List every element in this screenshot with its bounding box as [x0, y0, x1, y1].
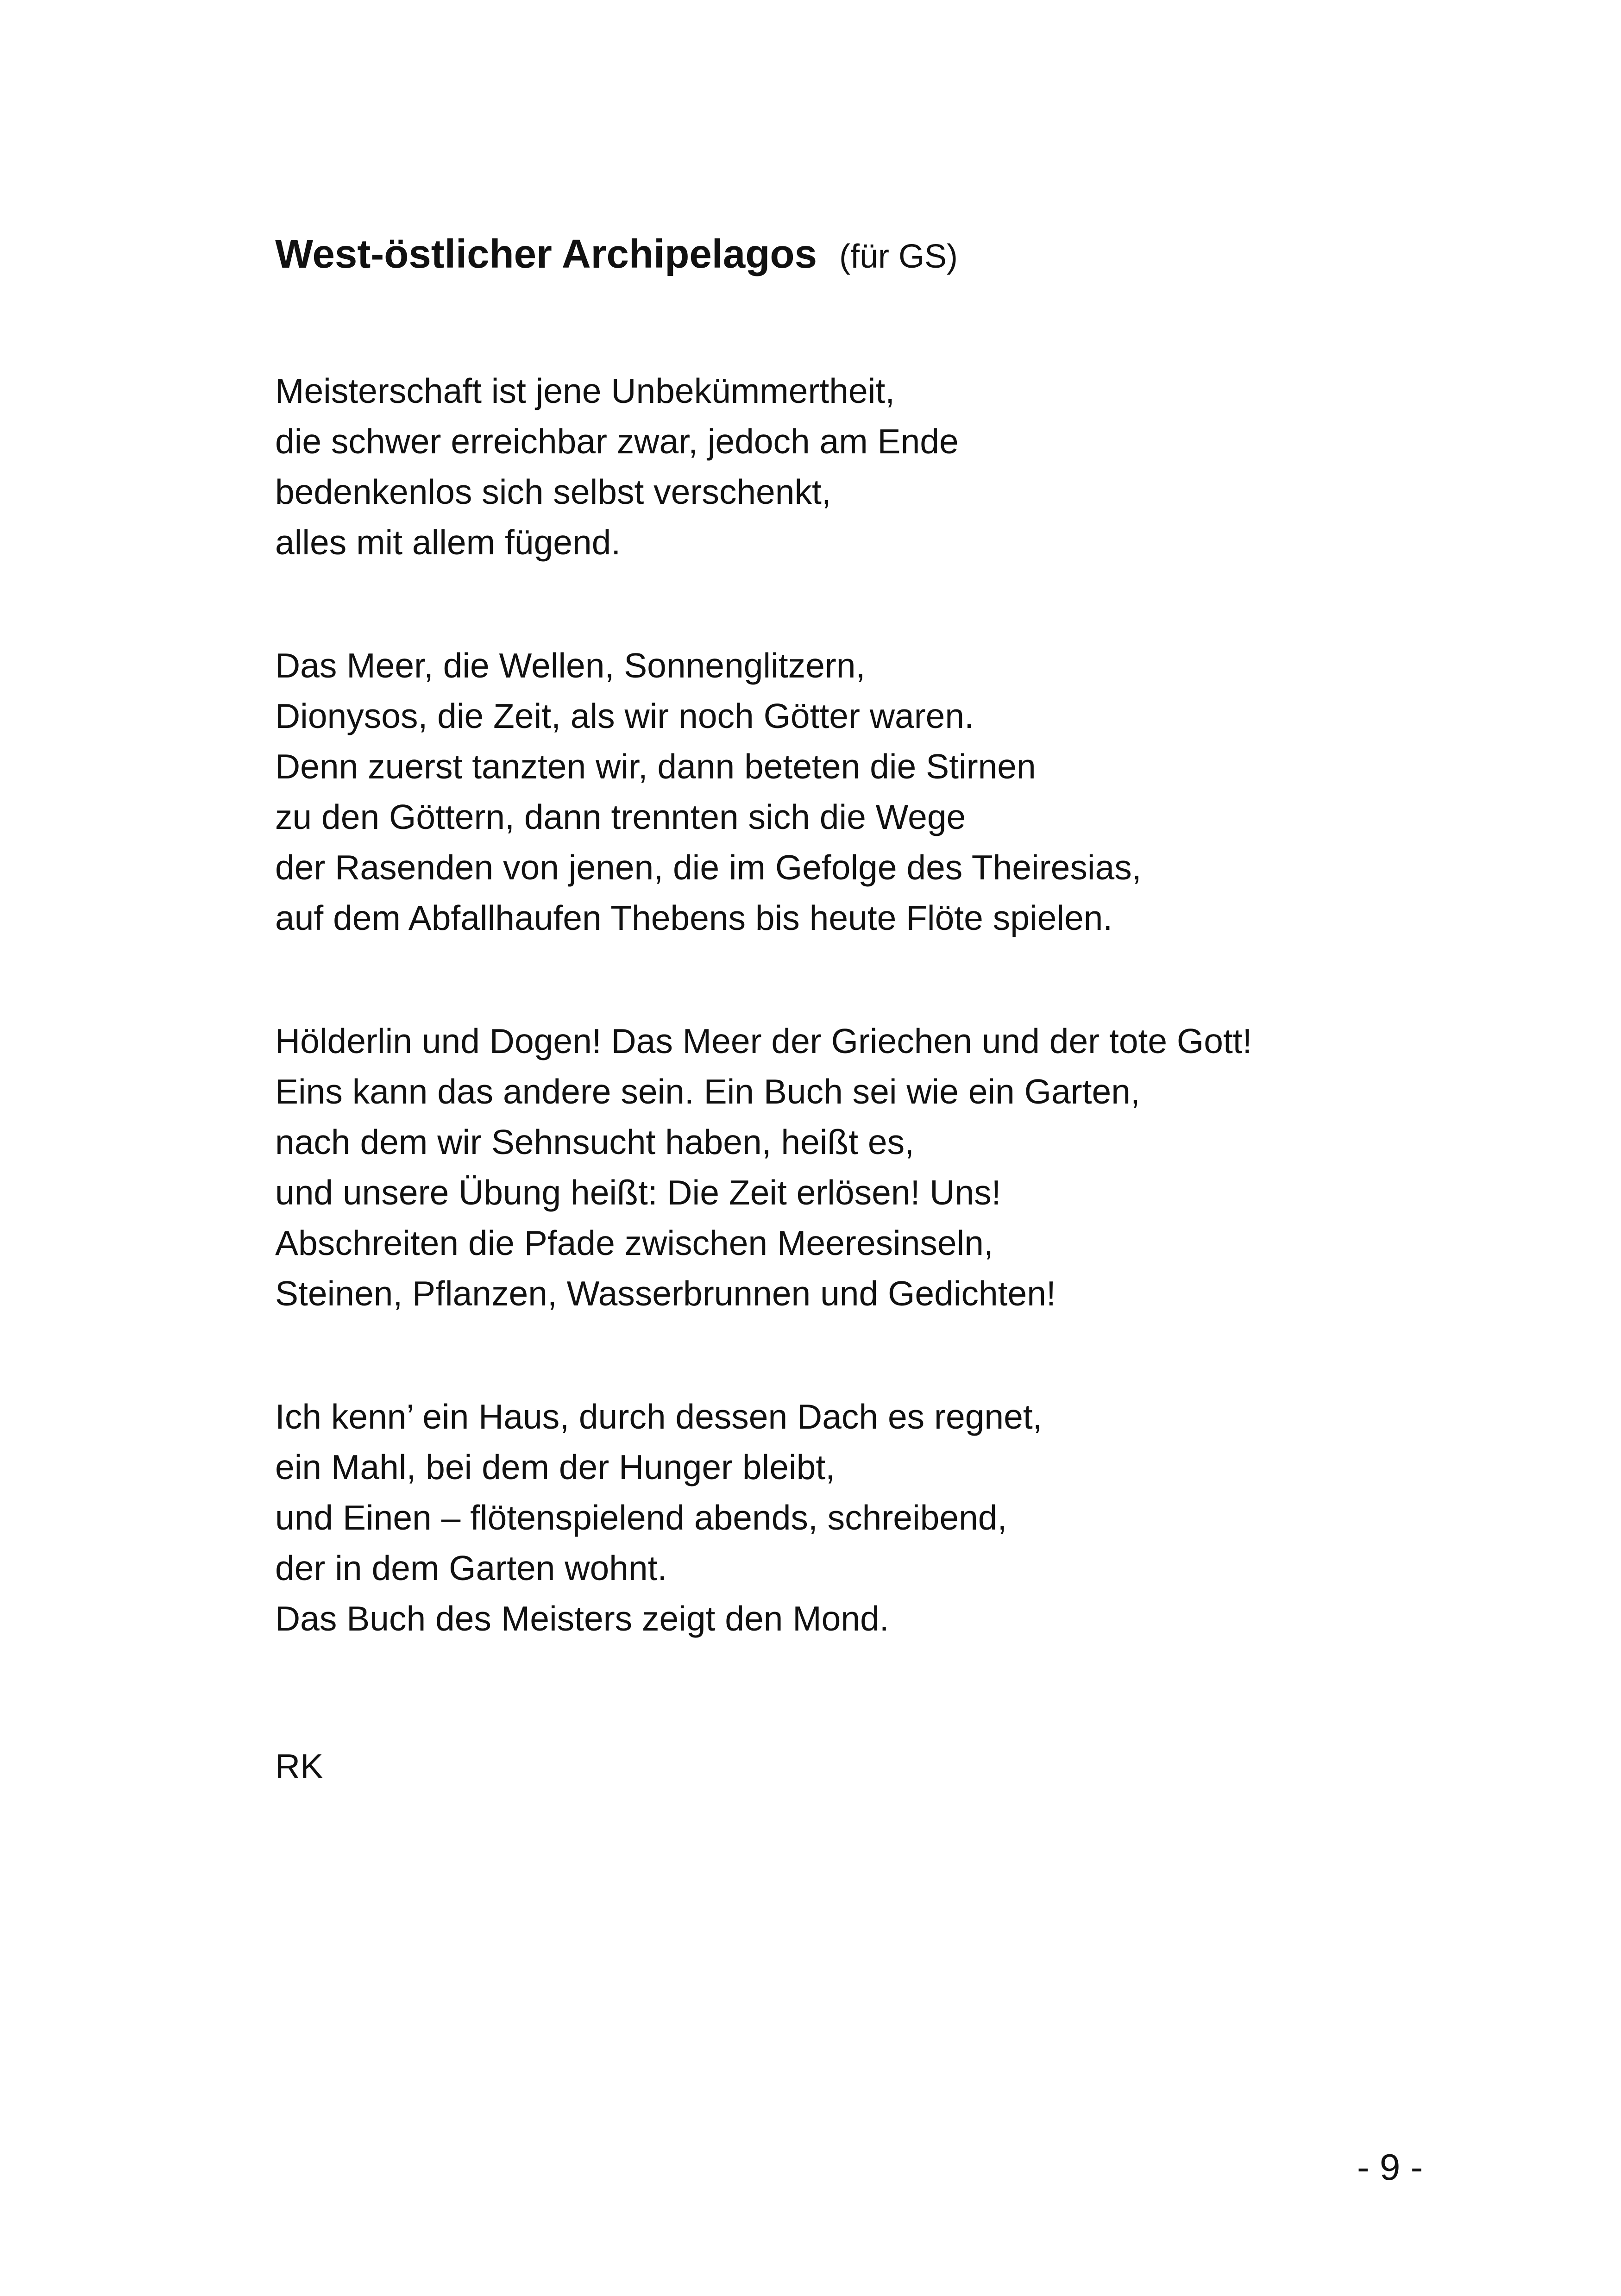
poem-line: Das Meer, die Wellen, Sonnenglitzern,: [275, 646, 866, 685]
stanza-4: [275, 1392, 1043, 1644]
poem-line: ein Mahl, bei dem der Hunger bleibt,: [275, 1448, 836, 1487]
poem-line: bedenkenlos sich selbst verschenkt,: [275, 472, 831, 511]
poem-line: Dionysos, die Zeit, als wir noch Götter waren.: [275, 696, 974, 735]
title-line: [275, 234, 958, 274]
page-number: - 9 -: [1357, 2146, 1423, 2188]
poem-line: Meisterschaft ist jene Unbekümmertheit,: [275, 371, 895, 410]
poem-line: der Rasenden von jenen, die im Gefolge des Theiresias,: [275, 848, 1142, 887]
poem-line: Das Buch des Meisters zeigt den Mond.: [275, 1599, 889, 1638]
stanza-1: [275, 366, 959, 568]
poem-line: alles mit allem fügend.: [275, 523, 621, 562]
poem-line: auf dem Abfallhaufen Thebens bis heute Flöte spielen.: [275, 898, 1113, 937]
poem-line: Steinen, Pflanzen, Wasserbrunnen und Gedichten!: [275, 1274, 1056, 1313]
poem-line: zu den Göttern, dann trennten sich die Wege: [275, 797, 966, 836]
poem-line: Denn zuerst tanzten wir, dann beteten die Stirnen: [275, 747, 1036, 786]
poem-line: und Einen – flötenspielend abends, schreibend,: [275, 1498, 1007, 1537]
poem-line: Hölderlin und Dogen! Das Meer der Griechen und der tote Gott!: [275, 1022, 1252, 1060]
poem-line: die schwer erreichbar zwar, jedoch am Ende: [275, 422, 959, 461]
poem-line: und unsere Übung heißt: Die Zeit erlösen! Uns!: [275, 1173, 1001, 1212]
poem-line: nach dem wir Sehnsucht haben, heißt es,: [275, 1123, 914, 1161]
poem-line: Abschreiten die Pfade zwischen Meeresinseln,: [275, 1223, 993, 1262]
poem-line: Ich kenn’ ein Haus, durch dessen Dach es regnet,: [275, 1397, 1043, 1436]
author-signature: RK: [275, 1747, 324, 1786]
poem-line: Eins kann das andere sein. Ein Buch sei wie ein Garten,: [275, 1072, 1140, 1111]
stanza-3: [275, 1016, 1252, 1319]
stanza-2: [275, 640, 1142, 943]
poem-line: der in dem Garten wohnt.: [275, 1549, 667, 1587]
poem-dedication: (für GS): [839, 238, 958, 275]
poem-title: West-östlicher Archipelagos: [275, 232, 817, 276]
